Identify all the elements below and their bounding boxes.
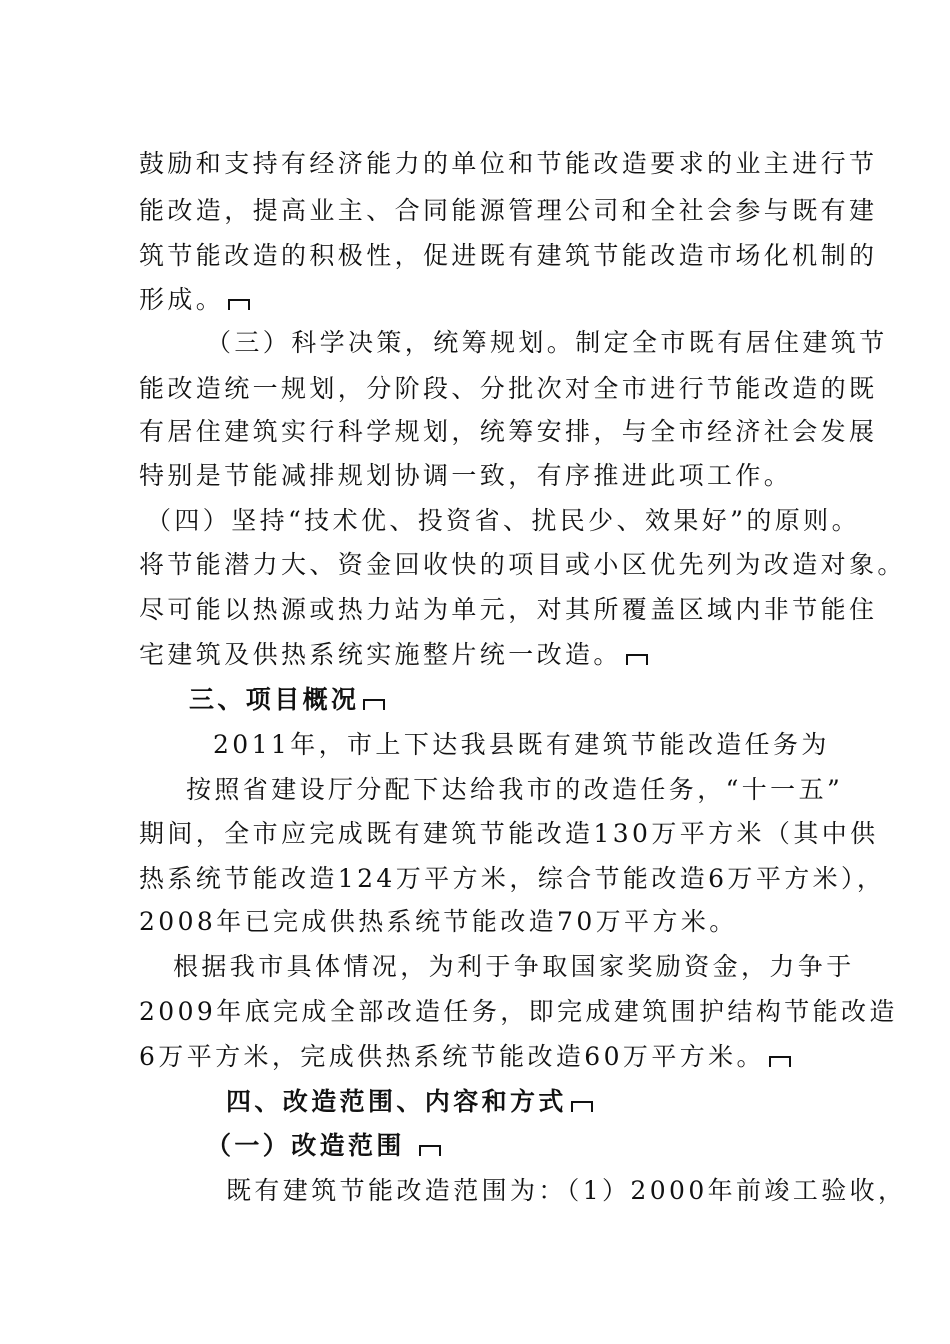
paragraph-line: 鼓励和支持有经济能力的单位和节能改造要求的业主进行节 [139, 149, 878, 178]
paragraph-mark-icon [571, 1101, 593, 1112]
paragraph-line: 特别是节能减排规划协调一致，有序推进此项工作。 [139, 461, 793, 490]
paragraph-line: 宅建筑及供热系统实施整片统一改造。 [139, 638, 648, 672]
paragraph-line: （四）坚持“技术优、投资省、扰民少、效果好”的原则。 [146, 506, 860, 535]
paragraph-mark-icon [626, 654, 648, 665]
paragraph-line: 尽可能以热源或热力站为单元，对其所覆盖区域内非节能住 [139, 595, 878, 624]
paragraph-line: 热系统节能改造124万平方米，综合节能改造6万平方米）， [139, 864, 886, 893]
paragraph-mark-icon [363, 699, 385, 710]
paragraph-mark-icon [228, 299, 250, 310]
paragraph-line: （三）科学决策，统筹规划。制定全市既有居住建筑节 [206, 328, 888, 357]
paragraph-line: 筑节能改造的积极性，促进既有建筑节能改造市场化机制的 [139, 241, 878, 270]
paragraph-mark-icon [769, 1056, 791, 1067]
paragraph-line: 能改造，提高业主、合同能源管理公司和全社会参与既有建 [139, 196, 878, 225]
paragraph-line: 能改造统一规划，分阶段、分批次对全市进行节能改造的既 [139, 374, 878, 403]
paragraph-line: 2011年，市上下达我县既有建筑节能改造任务为 [213, 730, 830, 759]
section-heading: 四、改造范围、内容和方式 [226, 1085, 593, 1119]
paragraph-mark-icon [419, 1145, 441, 1156]
section-heading: 三、项目概况 [189, 683, 385, 717]
paragraph-line: 按照省建设厅分配下达给我市的改造任务，“十一五” [186, 775, 844, 804]
paragraph-line: 期间，全市应完成既有建筑节能改造130万平方米（其中供 [139, 819, 879, 848]
paragraph-line: 2009年底完成全部改造任务，即完成建筑围护结构节能改造 [139, 997, 898, 1026]
paragraph-line: 6万平方米，完成供热系统节能改造60万平方米。 [139, 1040, 791, 1074]
paragraph-line: 既有建筑节能改造范围为：（1）2000年前竣工验收， [226, 1176, 907, 1205]
paragraph-line: 形成。 [139, 283, 250, 317]
paragraph-line: 2008年已完成供热系统节能改造70万平方米。 [139, 907, 738, 936]
paragraph-line: 根据我市具体情况，为利于争取国家奖励资金，力争于 [173, 952, 855, 981]
paragraph-line: 将节能潜力大、资金回收快的项目或小区优先列为改造对象。 [139, 550, 906, 579]
subsection-heading: （一）改造范围 [206, 1129, 441, 1163]
paragraph-line: 有居住建筑实行科学规划，统筹安排，与全市经济社会发展 [139, 417, 878, 446]
